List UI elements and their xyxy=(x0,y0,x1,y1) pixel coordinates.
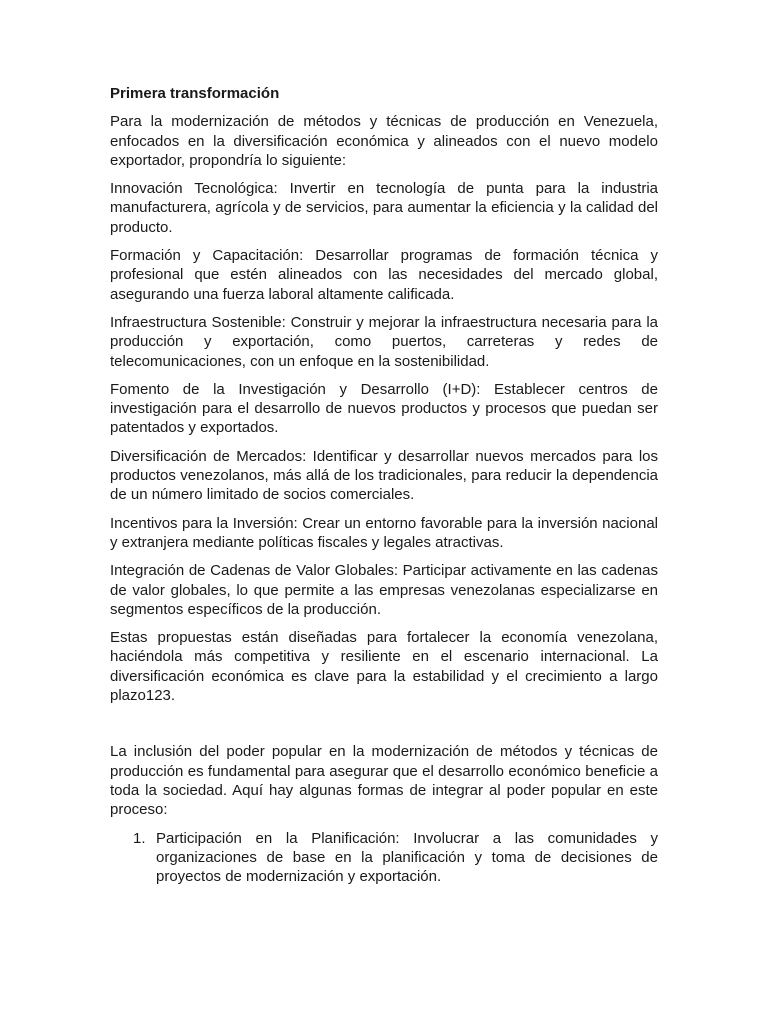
paragraph-cadenas-valor: Integración de Cadenas de Valor Globales: Participar activamente en las cadenas de valor globales, lo que permite a las empresas venezolanas especializarse en segmentos específicos de la producción. xyxy=(110,562,658,618)
paragraph-intro: Para la modernización de métodos y técnicas de producción en Venezuela, enfocados en la diversificación económica y alineados con el nuevo modelo exportador, propondría lo siguiente: xyxy=(110,113,658,169)
paragraph-innovacion-tecnologica: Innovación Tecnológica: Invertir en tecnología de punta para la industria manufacturera, agrícola y de servicios, para aumentar la eficiencia y la calidad del producto. xyxy=(110,180,658,236)
list-item-text: Participación en la Planificación: Involucrar a las comunidades y organizaciones de base en la planificación y toma de decisiones de proyectos de modernización y exportación. xyxy=(156,829,658,886)
paragraph-infraestructura-sostenible: Infraestructura Sostenible: Construir y mejorar la infraestructura necesaria para la producción y exportación, como puertos, carreteras y redes de telecomunicaciones, con un enfoque en la sostenibilidad. xyxy=(110,313,658,370)
numbered-list xyxy=(110,829,658,887)
document-page xyxy=(110,84,658,886)
paragraph-conclusion: Estas propuestas están diseñadas para fortalecer la economía venezolana, haciéndola más competitiva y resiliente en el escenario internacional. La diversificación económica es clave para la estabilidad y el crecimiento a largo plazo123. xyxy=(110,629,658,705)
paragraph-formacion-capacitacion: Formación y Capacitación: Desarrollar programas de formación técnica y profesional que estén alineados con las necesidades del mercado global, asegurando una fuerza laboral altamente calificada. xyxy=(110,247,658,303)
list-item-number: 1. xyxy=(133,829,146,847)
document-heading: Primera transformación xyxy=(110,85,280,102)
paragraph-investigacion-desarrollo: Fomento de la Investigación y Desarrollo (I+D): Establecer centros de investigación para el desarrollo de nuevos productos y procesos que puedan ser patentados y exportados. xyxy=(110,380,658,437)
list-item xyxy=(110,829,658,887)
paragraph-poder-popular-intro: La inclusión del poder popular en la modernización de métodos y técnicas de producción es fundamental para asegurar que el desarrollo económico beneficie a toda la sociedad. Aquí hay algunas formas de integrar al poder popular en este proceso: xyxy=(110,743,658,819)
paragraph-diversificacion-mercados: Diversificación de Mercados: Identificar y desarrollar nuevos mercados para los productos venezolanos, más allá de los tradicionales, para reducir la dependencia de un número limitado de socios comerciales. xyxy=(110,447,658,504)
paragraph-incentivos-inversion: Incentivos para la Inversión: Crear un entorno favorable para la inversión nacional y extranjera mediante políticas fiscales y legales atractivas. xyxy=(110,514,658,551)
section-spacer xyxy=(110,714,658,742)
